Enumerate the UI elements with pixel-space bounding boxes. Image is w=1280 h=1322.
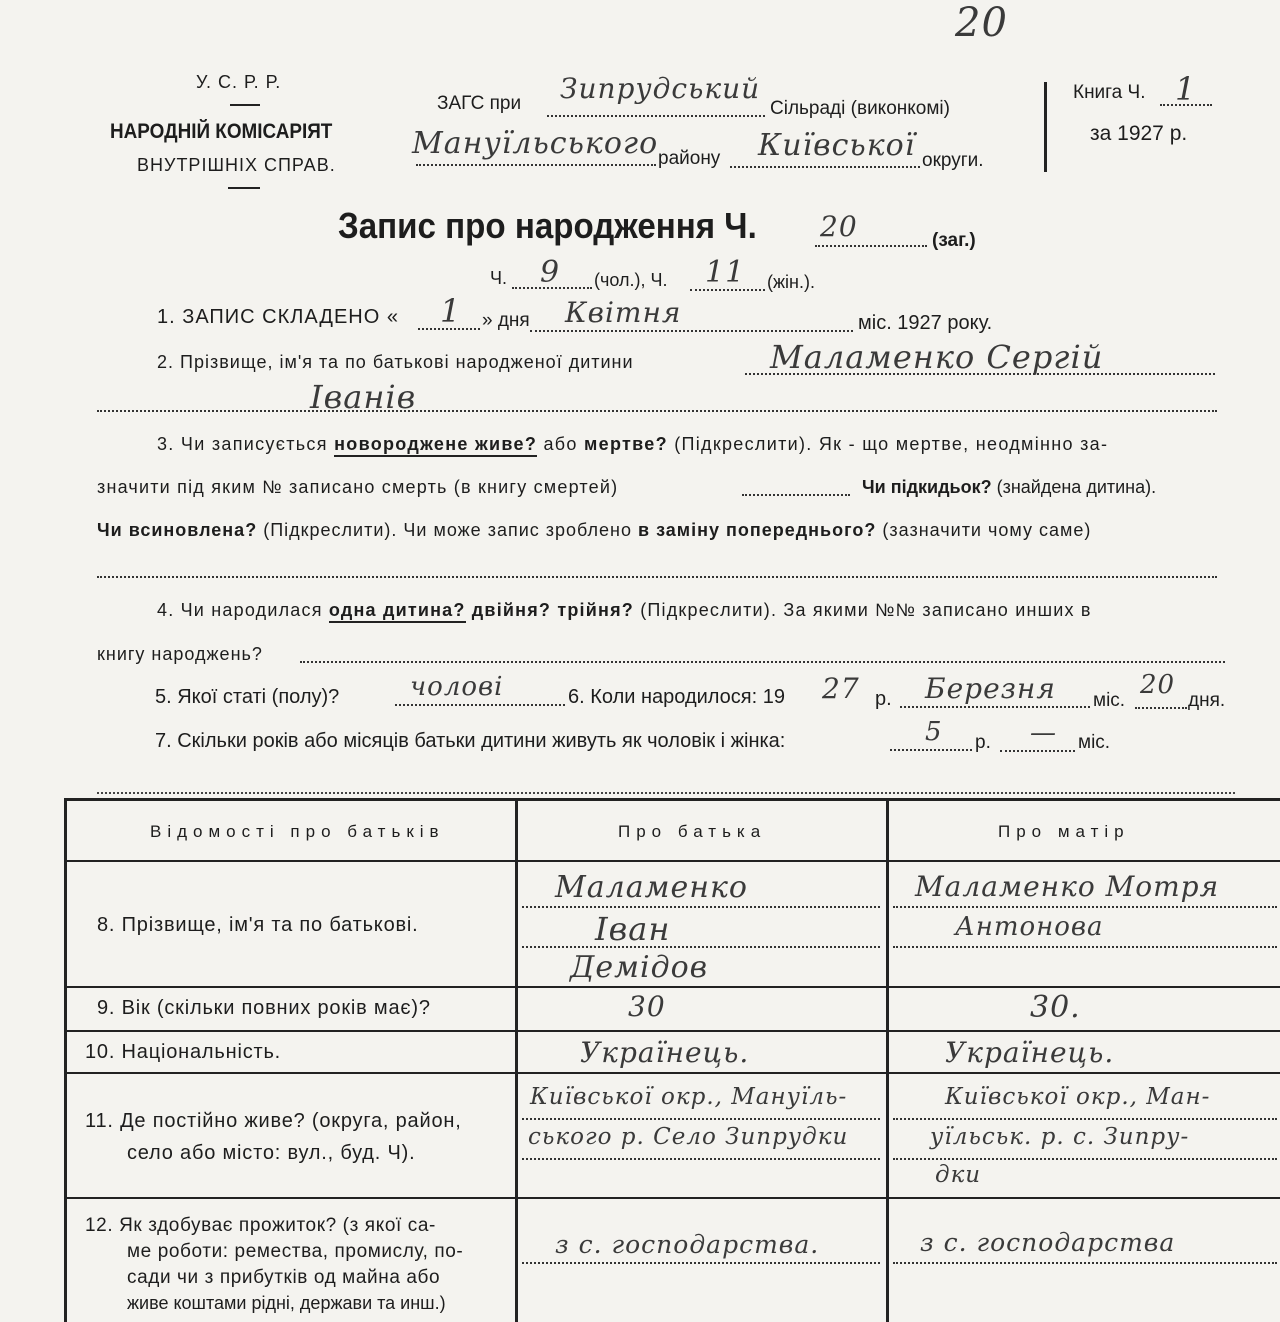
row-12-label-1: 12. Як здобуває прожиток? (з якої са-: [85, 1215, 436, 1236]
field-1-suffix: міс. 1927 року.: [858, 312, 993, 334]
table-col-divider: [886, 798, 889, 1322]
header-father: Про батька: [618, 822, 767, 841]
field-1-dnya: » дня: [482, 310, 530, 331]
father-name-hand: Іван: [595, 910, 671, 948]
field-3-line-1: [157, 434, 1108, 455]
fill-line: [97, 576, 1217, 578]
divider: [230, 104, 260, 106]
mother-patronymic-hand: Антонова: [955, 912, 1104, 942]
fill-line: [530, 330, 853, 332]
father-nationality-hand: Українець.: [580, 1036, 750, 1069]
field-3-reason: (зазначити чому саме): [882, 520, 1092, 540]
field-2-label: 2. Прізвище, ім'я та по батькові народженої дитини: [157, 352, 634, 372]
table-row-divider: [64, 986, 1280, 988]
field-5-label: 5. Якої статі (полу)?: [155, 686, 340, 708]
field-4-triplets: трійня?: [557, 600, 634, 620]
row-11-label-1: 11. Де постійно живе? (округа, район,: [85, 1110, 462, 1132]
mother-occupation-hand: з с. господарства: [920, 1228, 1176, 1257]
fill-line: [547, 115, 765, 117]
field-3-or: або: [543, 434, 578, 454]
fill-line: [742, 494, 850, 496]
fill-line: [300, 661, 1225, 663]
field-7-label: 7. Скільки років або місяців батьки дитини живуть як чоловік і жінка:: [155, 730, 786, 752]
field-6-mis: міс.: [1093, 690, 1126, 711]
header-parents-info: Відомості про батьків: [150, 822, 445, 841]
field-3-text-2: (Підкреслити). Як - що мертве, неодмінно за-: [674, 434, 1109, 454]
fill-line: [890, 749, 972, 751]
father-age-hand: 30: [628, 990, 666, 1023]
record-number-hand: 20: [820, 210, 858, 243]
republic-label: У. С. Р. Р.: [196, 72, 282, 92]
okruha-hand: Київської: [758, 128, 916, 163]
okruha-label: округи.: [922, 150, 984, 171]
fill-line: [1000, 750, 1075, 752]
row-11-label-2: село або місто: вул., буд. Ч).: [127, 1142, 416, 1164]
mother-residence-hand-2: уїльськ. р. с. Зипру-: [930, 1124, 1190, 1150]
field-4-line-1: [157, 600, 1092, 621]
field-4-text-2: (Підкреслити). За якими №№ записано инших в: [640, 600, 1092, 620]
field-3-replace-text: (Підкреслити). Чи може запис зроблено: [263, 520, 632, 540]
record-title: Запис про народження Ч.: [338, 205, 757, 246]
female-suffix: (жін.).: [767, 272, 815, 292]
birth-year-hand: 27: [822, 672, 860, 705]
field-4-single: одна дитина?: [329, 600, 466, 623]
fill-line: [893, 1118, 1277, 1120]
row-9-label: 9. Вік (скільки повних років має)?: [97, 997, 431, 1019]
female-count-hand: 11: [705, 255, 746, 290]
field-1-label: 1. ЗАПИС СКЛАДЕНО «: [157, 306, 399, 328]
birth-month-hand: Березня: [925, 672, 1056, 705]
divider: [228, 187, 260, 189]
fill-line: [893, 946, 1277, 948]
field-6-r: р.: [875, 688, 892, 710]
field-3-line-2: [97, 477, 618, 498]
table-header-divider: [64, 860, 1280, 862]
fill-line: [97, 410, 1217, 412]
table-row-divider: [64, 1072, 1280, 1074]
mother-surname-hand: Маламенко Мотря: [915, 870, 1220, 903]
field-6-label: 6. Коли народилося: 19: [568, 686, 785, 708]
field-3-foundling-q: Чи підкидьок?: [862, 477, 992, 497]
fill-line: [97, 792, 1235, 794]
fill-line: [690, 289, 765, 291]
table-left-border: [64, 798, 67, 1322]
field-3-death-text: значити під яким № записано смерть (в книгу смертей): [97, 477, 619, 497]
fill-line: [522, 1158, 880, 1160]
field-4-text: 4. Чи народилася: [157, 600, 323, 620]
field-3-replace: в заміну попереднього?: [638, 520, 877, 540]
fill-line: [512, 287, 592, 289]
field-3-text: 3. Чи записується: [157, 434, 328, 454]
male-prefix: Ч.: [490, 268, 507, 288]
fill-line: [1135, 707, 1187, 709]
male-count-hand: 9: [540, 255, 561, 290]
header-mother: Про матір: [998, 822, 1130, 841]
zags-village-hand: Зипрудський: [560, 72, 761, 105]
page-number-handwritten: 20: [955, 0, 1008, 46]
table-top-border: [64, 798, 1280, 801]
fill-line: [395, 704, 565, 706]
child-name-hand: Маламенко Сергій: [770, 338, 1104, 376]
row-10-label: 10. Національність.: [85, 1041, 282, 1063]
row-12-label-4: живе коштами рідні, держави та инш.): [127, 1293, 446, 1313]
table-col-divider: [515, 798, 518, 1322]
father-residence-hand-1: Київської окр., Мануїль-: [530, 1084, 848, 1110]
row-8-label: 8. Прізвище, ім'я та по батькові.: [97, 914, 419, 936]
father-surname-hand: Маламенко: [555, 870, 748, 905]
mother-age-hand: 30.: [1030, 990, 1081, 1025]
row-12-label-3: сади чи з прибутків од майна або: [127, 1267, 441, 1288]
table-row-divider: [64, 1030, 1280, 1032]
mother-nationality-hand: Українець.: [945, 1036, 1115, 1069]
field-3-adopted: Чи всиновлена?: [97, 520, 258, 540]
table-row-divider: [64, 1197, 1280, 1199]
field-3-foundling-note: (знайдена дитина).: [996, 477, 1157, 497]
row-12-label-2: ме роботи: ремества, промислу, по-: [127, 1241, 464, 1262]
marriage-months-hand: —: [1030, 718, 1057, 748]
field-1-month-hand: Квітня: [565, 296, 682, 329]
father-residence-hand-2: ського р. Село Зипрудки: [528, 1124, 849, 1150]
fill-line: [522, 1262, 880, 1264]
field-3-line-3: [97, 520, 1091, 541]
fill-line: [416, 164, 656, 166]
mother-residence-hand-1: Київської окр., Ман-: [945, 1084, 1211, 1110]
mother-residence-hand-3: дки: [935, 1162, 982, 1188]
zags-label: ЗАГС при: [437, 93, 522, 114]
commissariat-title: НАРОДНІЙ КОМІСАРІЯТ: [110, 120, 333, 143]
total-suffix: (заг.): [932, 230, 976, 251]
book-year: за 1927 р.: [1090, 122, 1188, 145]
field-4-twins: двійня?: [471, 600, 552, 620]
fill-line: [522, 906, 880, 908]
fill-line: [893, 906, 1277, 908]
rayon-label: району: [658, 148, 721, 169]
field-1-day-hand: 1: [440, 292, 462, 330]
child-patronymic-hand: Іванів: [310, 378, 417, 416]
fill-line: [522, 1118, 880, 1120]
book-label: Книга Ч.: [1073, 82, 1146, 103]
fill-line: [893, 1158, 1277, 1160]
fill-line: [1160, 104, 1212, 106]
father-occupation-hand: з с. господарства.: [555, 1230, 820, 1259]
field-3-dead: мертве?: [584, 434, 668, 454]
fill-line: [418, 328, 480, 330]
fill-line: [893, 1262, 1277, 1264]
fill-line: [730, 166, 920, 168]
father-patronymic-hand: Демідов: [570, 950, 709, 985]
department-label: ВНУТРІШНІХ СПРАВ.: [137, 155, 336, 175]
field-4-line-2: книгу народжень?: [97, 644, 263, 664]
fill-line: [815, 245, 927, 247]
book-number-hand: 1: [1175, 70, 1197, 108]
field-6-dnya: дня.: [1188, 690, 1226, 711]
field-7-mis: міс.: [1078, 732, 1111, 753]
sex-hand: чолові: [410, 672, 504, 702]
birth-day-hand: 20: [1140, 670, 1176, 700]
fill-line: [900, 706, 1090, 708]
book-box-border: [1044, 82, 1047, 172]
field-7-r: р.: [975, 732, 991, 753]
field-3-foundling: [862, 477, 1156, 498]
fill-line: [745, 373, 1215, 375]
marriage-years-hand: 5: [925, 717, 943, 747]
silradi-label: Сільраді (виконкомі): [770, 98, 950, 119]
fill-line: [522, 946, 880, 948]
field-3-alive: новороджене живе?: [334, 434, 537, 457]
rayon-hand: Мануїльського: [412, 126, 659, 161]
male-suffix: (чол.), Ч.: [594, 270, 668, 290]
